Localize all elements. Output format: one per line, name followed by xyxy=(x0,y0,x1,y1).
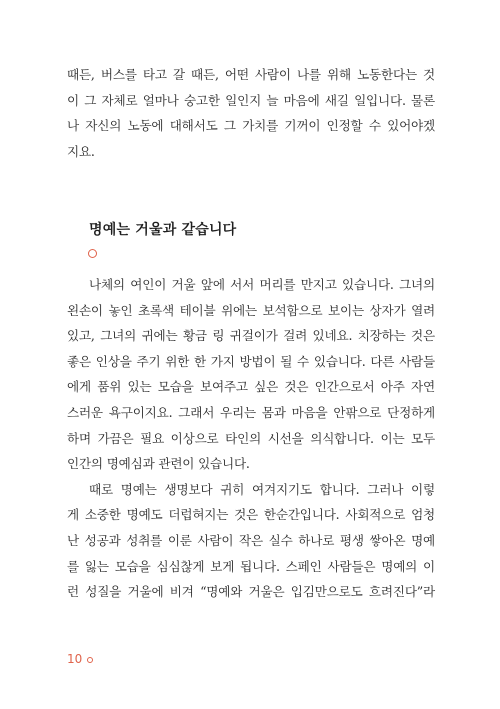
intro-paragraph xyxy=(67,62,435,164)
intro-line: 나 자신의 노동에 대해서도 그 가치를 기꺼이 인정할 수 있어야겠 xyxy=(67,118,435,134)
paragraph-line: 있고, 그녀의 귀에는 황금 링 귀걸이가 걸려 있네요. 치장하는 것은 xyxy=(67,328,435,344)
paragraph-line: 스러운 욕구이지요. 그래서 우리는 몸과 마음을 안팎으로 단정하게 xyxy=(67,404,435,420)
paragraph-line: 나체의 여인이 거울 앞에 서서 머리를 만지고 있습니다. 그녀의 xyxy=(89,277,435,292)
intro-line: 지요. xyxy=(67,143,95,159)
section-heading: 명예는 거울과 같습니다 xyxy=(89,222,237,238)
paragraph-line: 하며 가끔은 필요 이상으로 타인의 시선을 의식합니다. 이는 모두 xyxy=(67,430,435,446)
paragraph-line: 게 소중한 명예도 더럽혀지는 것은 한순간입니다. 사회적으로 엄청 xyxy=(67,507,435,523)
intro-line: 때든, 버스를 타고 갈 때든, 어떤 사람이 나를 위해 노동한다는 것 xyxy=(67,67,435,82)
paragraph-line: 난 성공과 성취를 이룬 사람이 작은 실수 하나로 평생 쌓아온 명예 xyxy=(67,532,435,548)
page-footer xyxy=(67,652,93,666)
paragraph-line: 인간의 명예심과 관련이 있습니다. xyxy=(67,456,250,472)
paragraph-line: 를 잃는 모습을 심심찮게 보게 됩니다. 스페인 사람들은 명예의 이 xyxy=(67,558,435,574)
paragraph-line: 좋은 인상을 주기 위한 한 가지 방법이 될 수 있습니다. 다른 사람들 xyxy=(67,353,435,369)
paragraph-line: 런 성질을 거울에 비겨 “명예와 거울은 입김만으로도 흐려진다”라 xyxy=(67,584,435,600)
heading-circle-icon xyxy=(88,249,97,258)
paragraph-line: 에게 품위 있는 모습을 보여주고 싶은 것은 인간으로서 아주 자연 xyxy=(67,379,435,395)
footer-circle-icon xyxy=(87,657,93,663)
body-text xyxy=(67,272,435,605)
paragraph-line: 때로 명예는 생명보다 귀히 여겨지기도 합니다. 그러나 이렇 xyxy=(89,481,435,497)
page-number: 10 xyxy=(67,652,83,666)
paragraph-line: 왼손이 놓인 초록색 테이블 위에는 보석함으로 보이는 상자가 열려 xyxy=(67,302,435,318)
intro-line: 이 그 자체로 얼마나 숭고한 일인지 늘 마음에 새길 일입니다. 물론 xyxy=(67,92,435,108)
